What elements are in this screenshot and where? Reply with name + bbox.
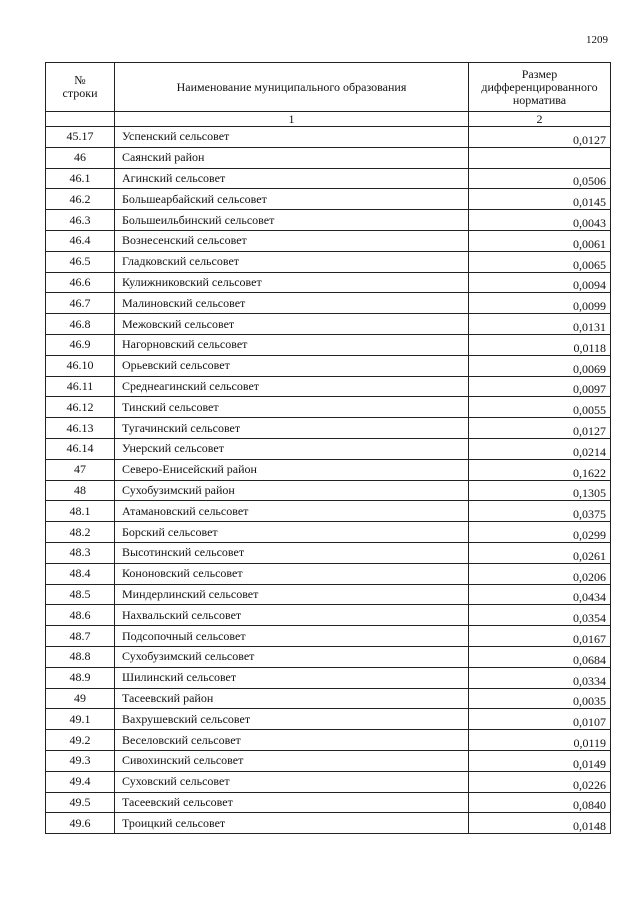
municipality-name-cell: Кулижниковский сельсовет	[115, 272, 469, 293]
table-row	[46, 438, 611, 459]
norm-value-cell	[469, 147, 611, 168]
norm-value-cell: 0,0375	[469, 501, 611, 522]
norm-value-cell: 0,0069	[469, 355, 611, 376]
table-row	[46, 584, 611, 605]
table-row	[46, 480, 611, 501]
table-row	[46, 272, 611, 293]
row-number-cell: 49.6	[46, 813, 115, 834]
row-number-cell: 46.9	[46, 334, 115, 355]
municipality-name-cell: Межовский сельсовет	[115, 314, 469, 335]
table-row	[46, 750, 611, 771]
page-number: 1209	[586, 34, 608, 46]
row-number-cell: 47	[46, 459, 115, 480]
table-row	[46, 626, 611, 647]
municipality-name-cell: Вахрушевский сельсовет	[115, 709, 469, 730]
municipality-name-cell: Сивохинский сельсовет	[115, 750, 469, 771]
norm-value-cell: 0,0043	[469, 210, 611, 231]
row-number-cell: 46.7	[46, 293, 115, 314]
norm-value-cell: 0,1622	[469, 459, 611, 480]
norm-value-cell: 0,0299	[469, 522, 611, 543]
municipality-name-cell: Сухобузимский сельсовет	[115, 646, 469, 667]
row-number-cell: 48.9	[46, 667, 115, 688]
municipality-name-cell: Тинский сельсовет	[115, 397, 469, 418]
row-number-cell: 46.13	[46, 418, 115, 439]
table-row	[46, 293, 611, 314]
table-row	[46, 334, 611, 355]
norm-value-cell: 0,0226	[469, 771, 611, 792]
row-number-cell: 46.1	[46, 168, 115, 189]
row-number-cell: 46.14	[46, 438, 115, 459]
norm-value-cell: 0,0035	[469, 688, 611, 709]
row-number-cell: 46	[46, 147, 115, 168]
table-row	[46, 147, 611, 168]
norm-value-cell: 0,0167	[469, 626, 611, 647]
norm-value-cell: 0,0145	[469, 189, 611, 210]
municipality-name-cell: Тасеевский сельсовет	[115, 792, 469, 813]
row-number-cell: 46.5	[46, 251, 115, 272]
municipality-name-cell: Орьевский сельсовет	[115, 355, 469, 376]
table-row	[46, 168, 611, 189]
header-row-number: № строки	[46, 63, 115, 112]
table-row	[46, 210, 611, 231]
norm-value-cell: 0,0434	[469, 584, 611, 605]
municipality-name-cell: Саянский район	[115, 147, 469, 168]
norm-value-cell: 0,0149	[469, 750, 611, 771]
municipality-name-cell: Кононовский сельсовет	[115, 563, 469, 584]
row-number-cell: 46.6	[46, 272, 115, 293]
table-row	[46, 251, 611, 272]
table-row	[46, 501, 611, 522]
municipality-name-cell: Унерский сельсовет	[115, 438, 469, 459]
norm-value-cell: 0,0840	[469, 792, 611, 813]
row-number-cell: 46.12	[46, 397, 115, 418]
municipality-name-cell: Миндерлинский сельсовет	[115, 584, 469, 605]
norm-value-cell: 0,0118	[469, 334, 611, 355]
norm-value-cell: 0,0094	[469, 272, 611, 293]
municipality-name-cell: Троицкий сельсовет	[115, 813, 469, 834]
table-row	[46, 314, 611, 335]
table-row	[46, 605, 611, 626]
municipality-name-cell: Атамановский сельсовет	[115, 501, 469, 522]
table-row	[46, 709, 611, 730]
row-number-cell: 48.1	[46, 501, 115, 522]
norm-value-cell: 0,0214	[469, 438, 611, 459]
header-norm-size: Размер дифференцированного норматива	[469, 63, 611, 112]
norm-value-cell: 0,0061	[469, 230, 611, 251]
row-number-cell: 46.10	[46, 355, 115, 376]
municipality-name-cell: Борский сельсовет	[115, 522, 469, 543]
index-cell-2: 2	[469, 112, 611, 127]
municipality-name-cell: Северо-Енисейский район	[115, 459, 469, 480]
municipality-name-cell: Агинский сельсовет	[115, 168, 469, 189]
norm-value-cell: 0,0354	[469, 605, 611, 626]
norm-value-cell: 0,0127	[469, 418, 611, 439]
municipality-name-cell: Тугачинский сельсовет	[115, 418, 469, 439]
norm-value-cell: 0,0334	[469, 667, 611, 688]
municipality-name-cell: Гладковский сельсовет	[115, 251, 469, 272]
municipality-name-cell: Суховский сельсовет	[115, 771, 469, 792]
table-row	[46, 355, 611, 376]
municipality-name-cell: Сухобузимский район	[115, 480, 469, 501]
row-number-cell: 48.4	[46, 563, 115, 584]
row-number-cell: 48.7	[46, 626, 115, 647]
norm-value-cell: 0,0127	[469, 127, 611, 148]
table-row	[46, 646, 611, 667]
table-row	[46, 730, 611, 751]
row-number-cell: 48.2	[46, 522, 115, 543]
norm-value-cell: 0,1305	[469, 480, 611, 501]
table-row	[46, 127, 611, 148]
municipality-name-cell: Большеарбайский сельсовет	[115, 189, 469, 210]
row-number-cell: 48.3	[46, 542, 115, 563]
table-row	[46, 230, 611, 251]
municipality-name-cell: Успенский сельсовет	[115, 127, 469, 148]
table-row	[46, 376, 611, 397]
table-row	[46, 397, 611, 418]
norm-value-cell: 0,0065	[469, 251, 611, 272]
row-number-cell: 45.17	[46, 127, 115, 148]
table-row	[46, 667, 611, 688]
municipality-name-cell: Высотинский сельсовет	[115, 542, 469, 563]
table-row	[46, 189, 611, 210]
municipality-name-cell: Шилинский сельсовет	[115, 667, 469, 688]
norm-value-cell: 0,0097	[469, 376, 611, 397]
norm-value-cell: 0,0261	[469, 542, 611, 563]
row-number-cell: 49.1	[46, 709, 115, 730]
row-number-cell: 46.4	[46, 230, 115, 251]
row-number-cell: 48	[46, 480, 115, 501]
municipality-name-cell: Нагорновский сельсовет	[115, 334, 469, 355]
index-cell-1: 1	[115, 112, 469, 127]
table-row	[46, 542, 611, 563]
municipality-name-cell: Большеильбинский сельсовет	[115, 210, 469, 231]
table-row	[46, 522, 611, 543]
table-row	[46, 688, 611, 709]
table-header	[46, 63, 611, 127]
row-number-cell: 46.2	[46, 189, 115, 210]
norm-value-cell: 0,0206	[469, 563, 611, 584]
row-number-cell: 46.8	[46, 314, 115, 335]
norm-value-cell: 0,0684	[469, 646, 611, 667]
norm-value-cell: 0,0055	[469, 397, 611, 418]
row-number-cell: 46.11	[46, 376, 115, 397]
row-number-cell: 49	[46, 688, 115, 709]
municipality-name-cell: Среднеагинский сельсовет	[115, 376, 469, 397]
municipality-name-cell: Нахвальский сельсовет	[115, 605, 469, 626]
row-number-cell: 48.8	[46, 646, 115, 667]
row-number-cell: 48.6	[46, 605, 115, 626]
municipality-name-cell: Веселовский сельсовет	[115, 730, 469, 751]
row-number-cell: 49.2	[46, 730, 115, 751]
table-row	[46, 563, 611, 584]
index-cell-0	[46, 112, 115, 127]
municipality-name-cell: Тасеевский район	[115, 688, 469, 709]
table-row	[46, 418, 611, 439]
table-row	[46, 813, 611, 834]
norms-table	[45, 62, 611, 834]
row-number-cell: 49.4	[46, 771, 115, 792]
norm-value-cell: 0,0099	[469, 293, 611, 314]
norm-value-cell: 0,0506	[469, 168, 611, 189]
row-number-cell: 49.3	[46, 750, 115, 771]
row-number-cell: 49.5	[46, 792, 115, 813]
norm-value-cell: 0,0131	[469, 314, 611, 335]
municipality-name-cell: Подсопочный сельсовет	[115, 626, 469, 647]
municipality-name-cell: Малиновский сельсовет	[115, 293, 469, 314]
table-row	[46, 771, 611, 792]
municipality-name-cell: Вознесенский сельсовет	[115, 230, 469, 251]
row-number-cell: 46.3	[46, 210, 115, 231]
table-row	[46, 792, 611, 813]
norm-value-cell: 0,0107	[469, 709, 611, 730]
norm-value-cell: 0,0119	[469, 730, 611, 751]
table-body	[46, 127, 611, 834]
header-municipality: Наименование муниципального образования	[115, 63, 469, 112]
row-number-cell: 48.5	[46, 584, 115, 605]
table-row	[46, 459, 611, 480]
norm-value-cell: 0,0148	[469, 813, 611, 834]
